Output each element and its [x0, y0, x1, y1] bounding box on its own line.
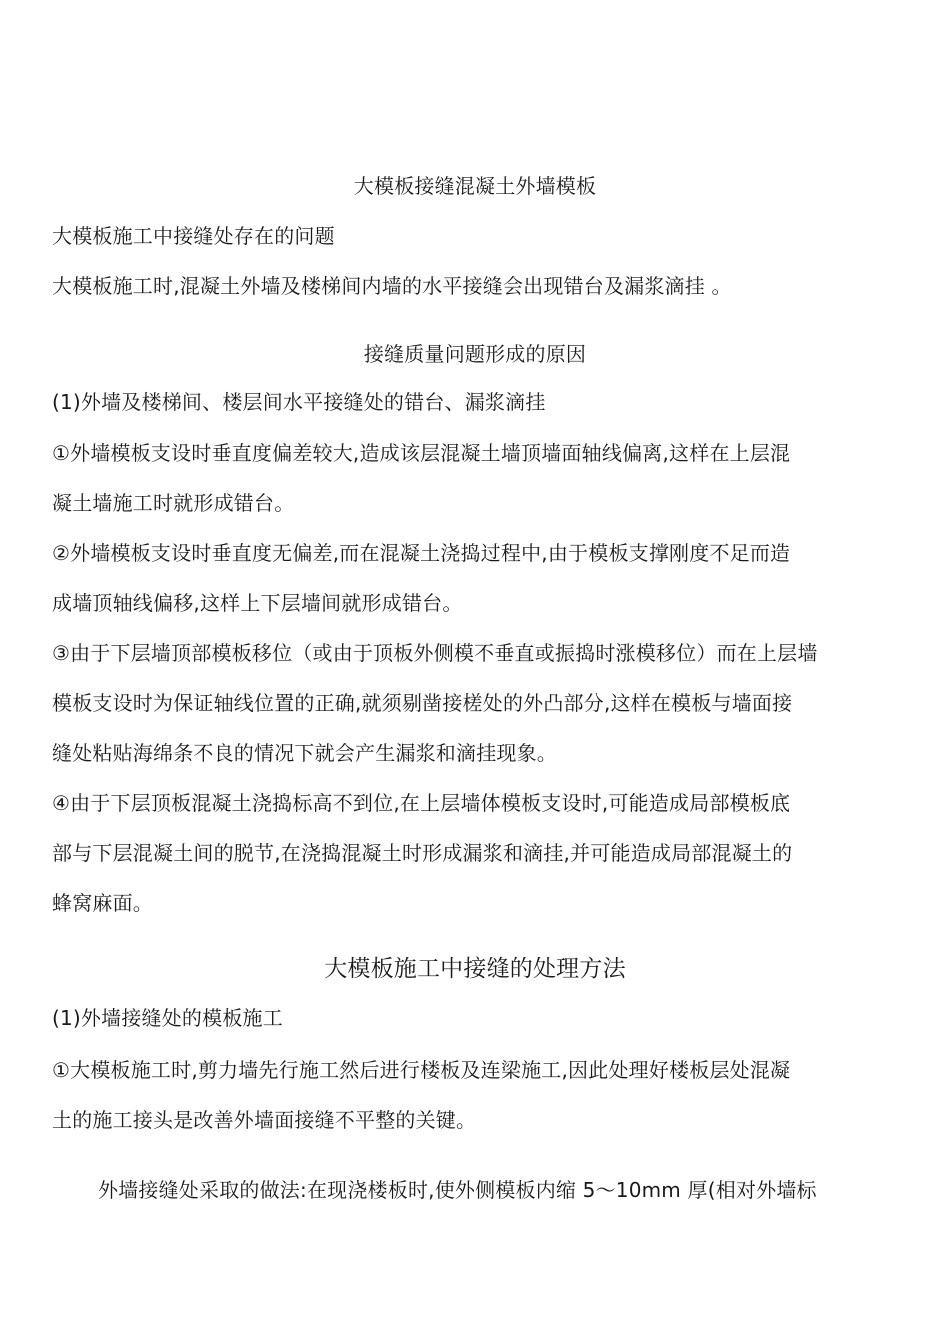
section2-line-4: 成墙顶轴线偏移,这样上下层墙间就形成错台。 [52, 591, 463, 615]
section2-line-2: 凝土墙施工时就形成错台。 [52, 491, 295, 515]
section3-heading: 大模板施工中接缝的处理方法 [324, 956, 626, 982]
section1-heading: 大模板施工中接缝处存在的问题 [52, 224, 335, 248]
section3-indented-line: 外墙接缝处采取的做法:在现浇楼板时,使外侧模板内缩 5～10mm 厚(相对外墙标 [98, 1178, 817, 1202]
section3-line-2: 土的施工接头是改善外墙面接缝不平整的关键。 [52, 1108, 477, 1132]
section2-line-10: 蜂窝麻面。 [52, 891, 153, 915]
section2-line-1: ①外墙模板支设时垂直度偏差较大,造成该层混凝土墙顶墙面轴线偏离,这样在上层混 [52, 441, 791, 465]
section3-subheading: (1)外墙接缝处的模板施工 [52, 1006, 283, 1030]
section2-line-9: 部与下层混凝土间的脱节,在浇捣混凝土时形成漏浆和滴挂,并可能造成局部混凝土的 [52, 841, 793, 865]
section2-line-3: ②外墙模板支设时垂直度无偏差,而在混凝土浇捣过程中,由于模板支撑刚度不足而造 [52, 541, 791, 565]
section3-line-1: ①大模板施工时,剪力墙先行施工然后进行楼板及连梁施工,因此处理好楼板层处混凝 [52, 1058, 791, 1082]
section2-line-5: ③由于下层墙顶部模板移位（或由于顶板外侧模不垂直或振捣时涨模移位）而在上层墙 [52, 641, 818, 665]
document-title: 大模板接缝混凝土外墙模板 [353, 174, 597, 198]
section2-line-8: ④由于下层顶板混凝土浇捣标高不到位,在上层墙体模板支设时,可能造成局部模板底 [52, 791, 791, 815]
section2-heading: 接缝质量问题形成的原因 [363, 342, 587, 366]
section1-paragraph: 大模板施工时,混凝土外墙及楼梯间内墙的水平接缝会出现错台及漏浆滴挂 。 [52, 274, 732, 298]
section2-subheading: (1)外墙及楼梯间、楼层间水平接缝处的错台、漏浆滴挂 [52, 390, 546, 414]
section2-line-6: 模板支设时为保证轴线位置的正确,就须剔凿接槎处的外凸部分,这样在模板与墙面接 [52, 691, 793, 715]
section2-line-7: 缝处粘贴海绵条不良的情况下就会产生漏浆和滴挂现象。 [52, 741, 557, 765]
